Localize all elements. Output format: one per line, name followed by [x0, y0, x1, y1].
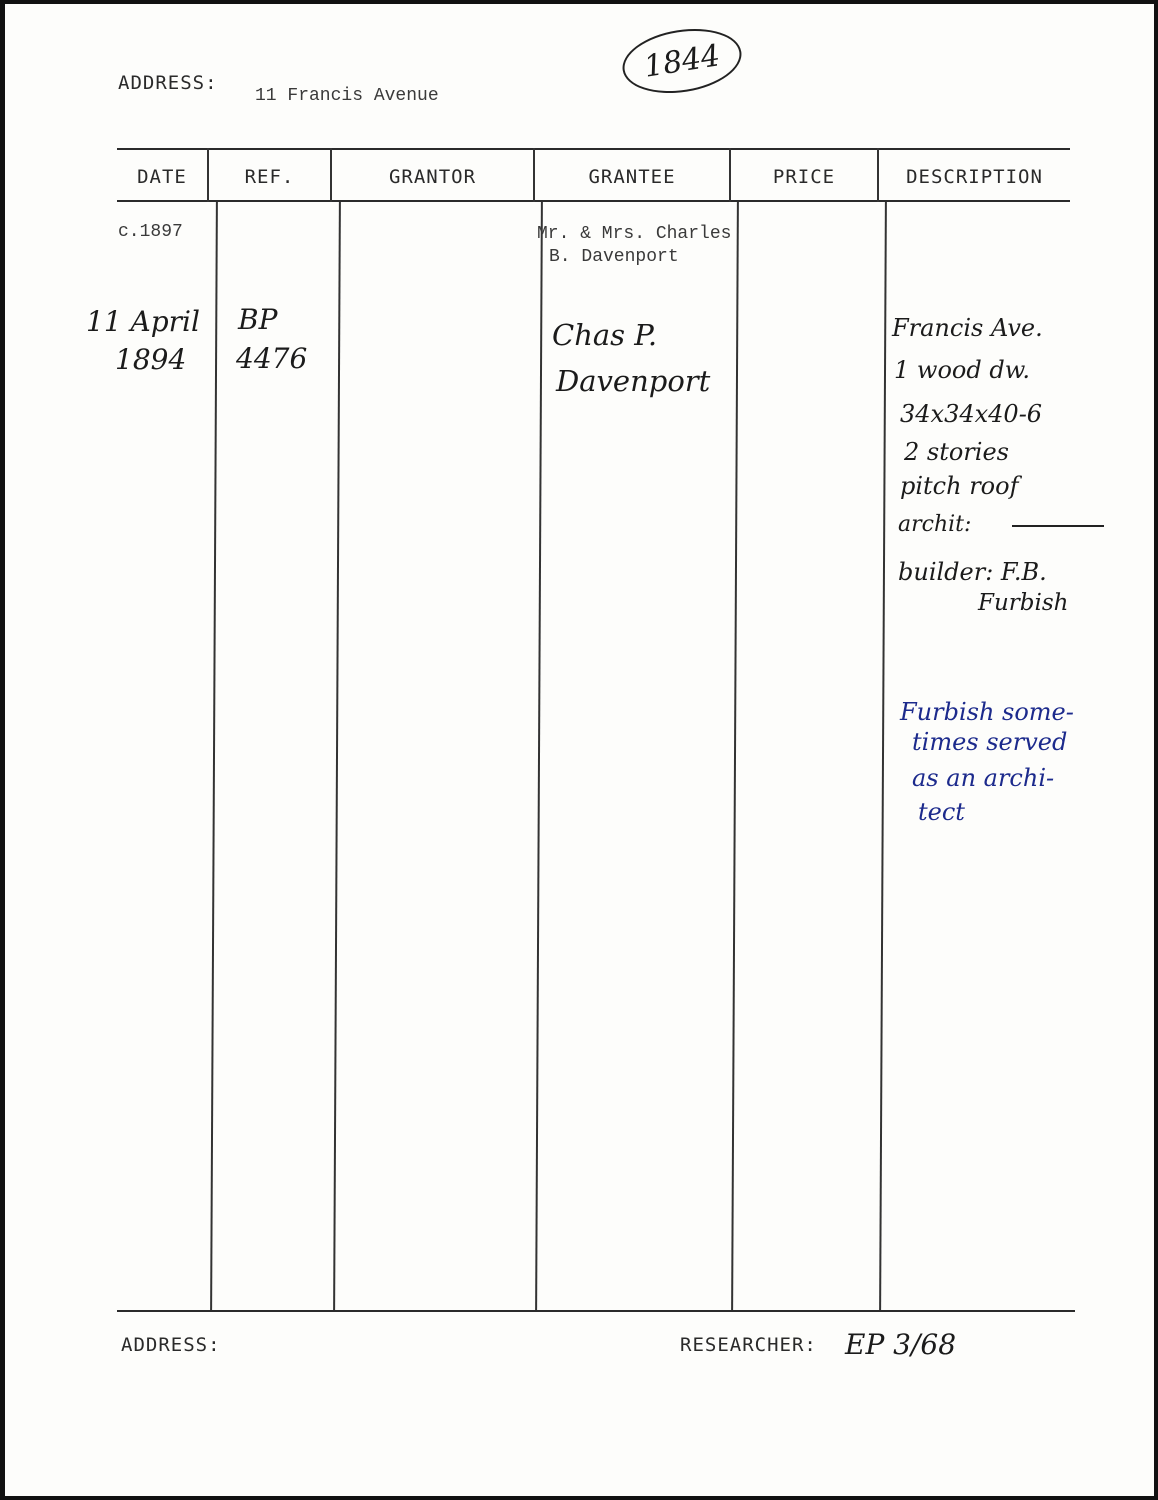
desc-line-8: Furbish — [978, 590, 1069, 616]
scan-border-top — [0, 0, 1158, 4]
col-header-ref: REF. — [244, 166, 295, 188]
entry1-grantee-line2: B. Davenport — [549, 247, 679, 267]
year-stamp — [618, 21, 746, 101]
header-bottom-rule — [117, 200, 1070, 202]
entry2-ref-line1: BP — [238, 303, 278, 336]
footer-address-label: ADDRESS: — [121, 1334, 221, 1356]
col-header-date: DATE — [137, 166, 187, 188]
table-bottom-rule — [117, 1310, 1075, 1312]
entry1-date: c.1897 — [118, 222, 183, 242]
col-header-description: DESCRIPTION — [906, 166, 1043, 188]
col-divider-5 — [879, 202, 887, 1310]
scan-border-bottom — [0, 1496, 1158, 1500]
entry1-grantee-line1: Mr. & Mrs. Charles — [537, 224, 732, 244]
desc-line-7: builder: F.B. — [898, 558, 1047, 586]
note-line-3: as an archi- — [912, 764, 1055, 792]
address-value: 11 Francis Avenue — [255, 86, 439, 106]
entry2-grantee-line2: Davenport — [556, 364, 711, 398]
entry2-date-line1: 11 April — [86, 305, 200, 338]
entry2-ref-line2: 4476 — [236, 342, 308, 375]
entry2-date-line2: 1894 — [115, 343, 187, 376]
note-line-1: Furbish some- — [900, 698, 1074, 726]
note-line-2: times served — [912, 728, 1068, 756]
scan-border-left — [0, 0, 5, 1500]
col-divider-2 — [333, 202, 341, 1310]
archit-blank-line — [1012, 525, 1104, 527]
year-stamp-text: 1844 — [641, 37, 723, 85]
desc-line-5: pitch roof — [900, 472, 1019, 500]
entry2-grantee-line1: Chas P. — [552, 318, 658, 352]
desc-line-4: 2 stories — [904, 438, 1009, 466]
col-header-grantee: GRANTEE — [588, 166, 676, 188]
col-divider-1 — [210, 202, 218, 1310]
table-top-rule — [117, 148, 1070, 150]
researcher-value: EP 3/68 — [845, 1328, 957, 1361]
researcher-label: RESEARCHER: — [680, 1334, 817, 1356]
desc-line-6: archit: — [898, 512, 972, 537]
scan-border-right — [1154, 0, 1158, 1500]
col-header-grantor: GRANTOR — [388, 166, 477, 188]
col-header-price: PRICE — [772, 166, 836, 188]
col-divider-4 — [731, 202, 739, 1310]
address-label: ADDRESS: — [118, 72, 218, 94]
desc-line-3: 34x34x40-6 — [900, 400, 1043, 428]
note-line-4: tect — [918, 798, 965, 826]
desc-line-1: Francis Ave. — [892, 314, 1043, 342]
desc-line-2: 1 wood dw. — [894, 356, 1031, 384]
col-divider-3 — [535, 202, 543, 1310]
